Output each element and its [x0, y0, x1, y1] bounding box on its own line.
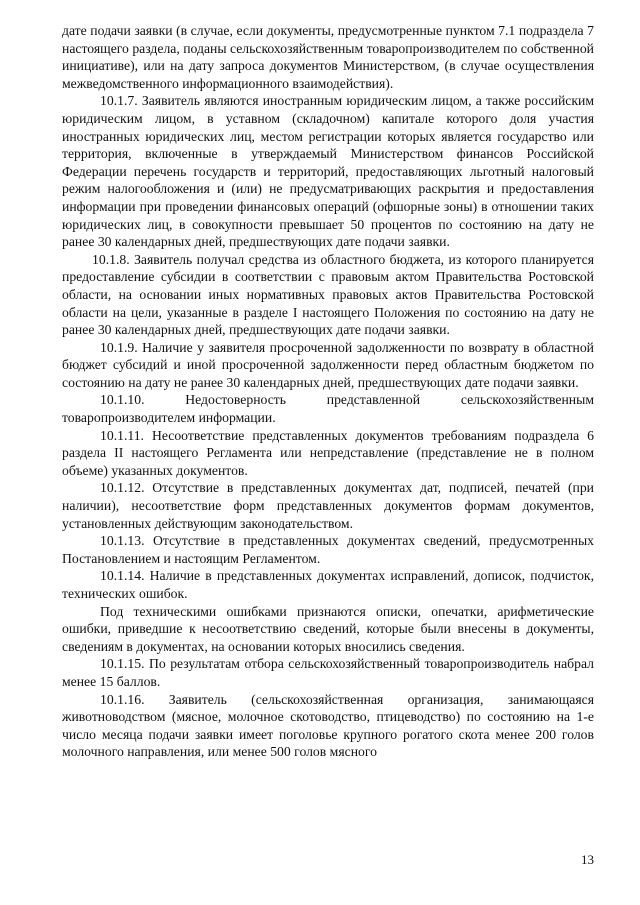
paragraph-10-1-15: 10.1.15. По результатам отбора сельскохозяйственный товаропроизводитель набрал менее 15 баллов. [62, 656, 594, 689]
paragraph-technical-errors: Под техническими ошибками признаются описки, опечатки, арифметические ошибки, приведшие к несоответствию сведений, которые были внесены в документы, сведениям в документах, на основании которых вносились сведения. [62, 603, 594, 654]
paragraph-10-1-12: 10.1.12. Отсутствие в представленных документах дат, подписей, печатей (при наличии), несоответствие форм представленных документов формам документов, установленных действующим законодательством. [62, 480, 594, 531]
paragraph-10-1-10: 10.1.10. Недостоверность представленной сельскохозяйственным товаропроизводителем информации. [62, 392, 594, 426]
page-number: 13 [581, 852, 594, 867]
paragraph-10-1-14: 10.1.14. Наличие в представленных документах исправлений, дописок, подчисток, технических ошибок. [62, 568, 594, 601]
paragraph-10-1-11: 10.1.11. Несоответствие представленных документов требованиям подраздела 6 раздела II настоящего Регламента или непредставление (представление не в полном объеме) указанных документов. [62, 427, 594, 478]
paragraph-continuation: дате подачи заявки (в случае, если документы, предусмотренные пунктом 7.1 подраздела 7 настоящего раздела, поданы сельскохозяйственным товаропроизводителем по собственной инициативе), или на дату запроса документов Министерством, (в случае осуществления межведомственного информационного взаимодействия). [62, 23, 594, 91]
document-page [62, 22, 594, 761]
paragraph-10-1-7: 10.1.7. Заявитель являются иностранным юридическим лицом, а также российским юридическим лицом, в уставном (складочном) капитале которого доля участия иностранных юридических лиц, местом регистрации которых является государство или территория, включенные в утверждаемый Министерством финансов Российской Федерации перечень государств и территорий, предоставляющих льготный налоговый режим налогообложения и (или) не предусматривающих раскрытия и предоставления информации при проведении финансовых операций (офшорные зоны) в отношении таких юридических лиц, в совокупности превышает 50 процентов по состоянию на дату не ранее 30 календарных дней, предшествующих дате подачи заявки. [62, 93, 594, 250]
paragraph-10-1-9: 10.1.9. Наличие у заявителя просроченной задолженности по возврату в областной бюджет субсидий и иной просроченной задолженности перед областным бюджетом по состоянию на дату не ранее 30 календарных дней, предшествующих дате подачи заявки. [62, 339, 594, 390]
paragraph-10-1-16: 10.1.16. Заявитель (сельскохозяйственная организация, занимающаяся животноводством (мясное, молочное скотоводство, птицеводство) по состоянию на 1-е число месяца подачи заявки имеет поголовье крупного рогатого скота менее 200 голов молочного направления, или менее 500 голов мясного [62, 691, 594, 760]
paragraph-10-1-13: 10.1.13. Отсутствие в представленных документах сведений, предусмотренных Постановлением и настоящим Регламентом. [62, 533, 594, 566]
paragraph-10-1-8: 10.1.8. Заявитель получал средства из областного бюджета, из которого планируется предоставление субсидии в соответствии с правовым актом Правительства Ростовской области, на основании иных нормативных правовых актов Правительства Ростовской области на цели, указанные в разделе I настоящего Положения по состоянию на дату не ранее 30 календарных дней, предшествующих дате подачи заявки. [62, 251, 594, 338]
